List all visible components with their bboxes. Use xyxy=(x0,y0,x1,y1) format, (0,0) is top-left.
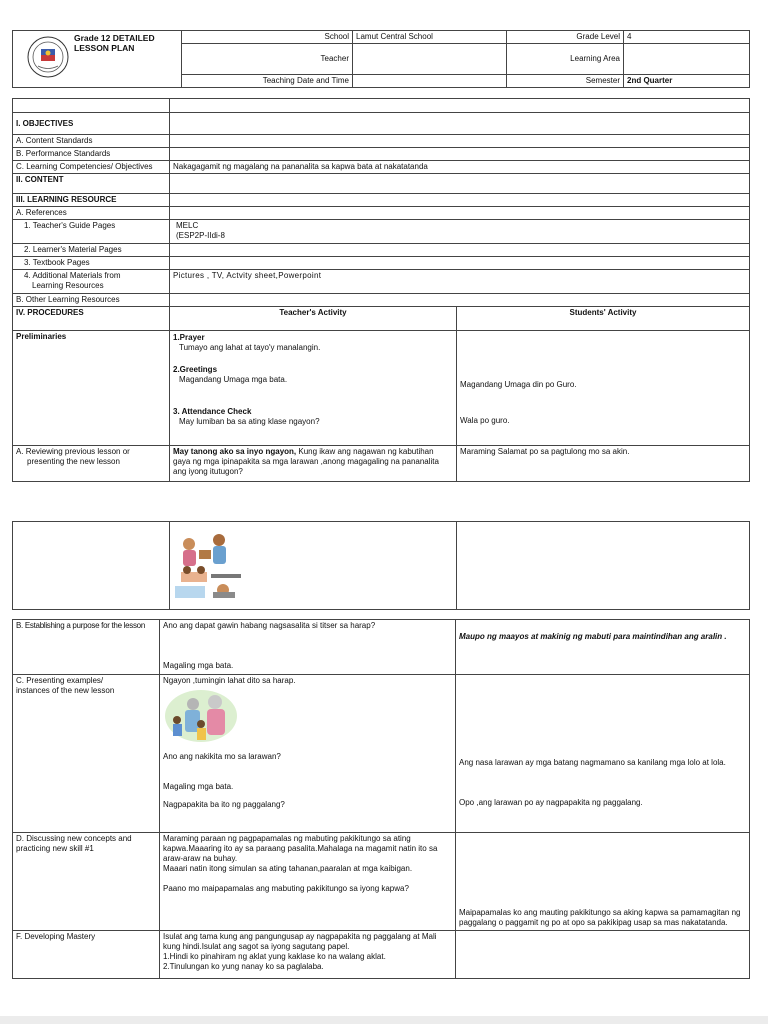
presenting-label: C. Presenting examples/ instances of the new lesson xyxy=(13,675,160,833)
teacher-activity-heading: Teacher's Activity xyxy=(170,307,457,331)
mastery-teacher-cell: Isulat ang tama kung ang pangungusap ay nagpapakita ng paggalang at Mali kung hindi.Isulat ang sagot sa iyong sagutang papel. 1.Hindi ko pinahiram ng aklat yung kaklase ko na walang aklat. 2.Tinulungan ko yung nanay ko sa paglalaba. xyxy=(160,931,456,979)
helping-illustration-cell xyxy=(170,522,457,610)
learning-area-label: Learning Area xyxy=(507,44,624,75)
deped-seal-icon xyxy=(26,35,70,79)
date-time-label: Teaching Date and Time xyxy=(182,75,353,88)
helping-illustration-icon xyxy=(173,530,245,600)
student-activity-heading: Students' Activity xyxy=(457,307,750,331)
content-heading: II. CONTENT xyxy=(13,174,170,194)
teacher-value xyxy=(353,44,507,75)
objectives-heading: I. OBJECTIVES xyxy=(13,113,170,135)
mastery-label: F. Developing Mastery xyxy=(13,931,160,979)
discussing-student-cell: Maipapamalas ko ang mauting pakikitungo sa aking kapwa sa pamamagitan ng paggalang o paggamit ng po at opo sa pakikipag usap sa mas nakatatanda. xyxy=(456,833,750,931)
grade-level-value: 4 xyxy=(624,31,750,44)
page-footer-bar xyxy=(0,1016,768,1024)
additional-materials-label: 4. Additional Materials from Learning Resources xyxy=(13,270,170,294)
header-title-cell xyxy=(13,31,182,88)
discussing-teacher-cell: Maraming paraan ng pagpapamalas ng mabuting pakikitungo sa ating kapwa.Maaaring ito ay sa paraang pasalita.Mahalaga na magamit natin ito sa araw-araw na buhay. Maaari natin itong simulan sa ating tahanan,paaralan at mga kaibigan. Paano mo maipapamalas ang mabuting pakikitungo sa iyong kapwa? xyxy=(160,833,456,931)
plan-table xyxy=(12,98,750,482)
presenting-teacher-cell: Ngayon ,tumingin lahat dito sa harap. Ano ang nakikita mo sa larawan? Magaling mga bata. Nagpapakita ba ito ng paggalang? xyxy=(160,675,456,833)
teachers-guide-value: MELC (ESP2P-IIdi-8 xyxy=(170,220,750,244)
references-label: A. References xyxy=(13,207,170,220)
establishing-student-cell: Maupo ng maayos at makinig ng mabuti para maintindihan ang aralin . xyxy=(456,620,750,675)
semester-label: Semester xyxy=(507,75,624,88)
school-value: Lamut Central School xyxy=(353,31,507,44)
additional-materials-value: Pictures , TV, Actvity sheet,Powerpoint xyxy=(170,270,750,294)
presenting-student-cell: Ang nasa larawan ay mga batang nagmamano sa kanilang mga lolo at lola. Opo ,ang larawan po ay nagpapakita ng paggalang. xyxy=(456,675,750,833)
procedures-heading: IV. PROCEDURES xyxy=(13,307,170,331)
family-illustration-icon xyxy=(165,690,239,748)
establishing-label: B. Establishing a purpose for the lesson xyxy=(13,620,160,675)
learning-resource-heading: III. LEARNING RESOURCE xyxy=(13,194,170,207)
grade-level-label: Grade Level xyxy=(507,31,624,44)
learning-area-value xyxy=(624,44,750,75)
learners-material-label: 2. Learner's Material Pages xyxy=(13,244,170,257)
establishing-teacher-cell: Ano ang dapat gawin habang nagsasalita si titser sa harap? Magaling mga bata. xyxy=(160,620,456,675)
textbook-label: 3. Textbook Pages xyxy=(13,257,170,270)
other-resources-label: B. Other Learning Resources xyxy=(13,294,170,307)
preliminaries-student-cell: Magandang Umaga din po Guro. Wala po guro. xyxy=(457,331,750,446)
reviewing-teacher-cell: May tanong ako sa inyo ngayon, Kung ikaw ang nagawan ng kabutihan gaya ng mga ipinapakita sa mga larawan ,anong magagaling na pananalita ang iyong itutugon? xyxy=(170,446,457,482)
content-standards-label: A. Content Standards xyxy=(13,135,170,148)
picture-table xyxy=(12,521,750,610)
performance-standards-label: B. Performance Standards xyxy=(13,148,170,161)
school-label: School xyxy=(182,31,353,44)
date-time-value xyxy=(353,75,507,88)
semester-value: 2nd Quarter xyxy=(624,75,750,88)
header-table xyxy=(12,30,750,88)
lesson-plan-title: Grade 12 DETAILED LESSON PLAN xyxy=(74,33,155,53)
teachers-guide-label: 1. Teacher's Guide Pages xyxy=(13,220,170,244)
mastery-student-cell xyxy=(456,931,750,979)
discussing-label: D. Discussing new concepts and practicing new skill #1 xyxy=(13,833,160,931)
teacher-label: Teacher xyxy=(182,44,353,75)
preliminaries-label: Preliminaries xyxy=(13,331,170,446)
procedures-table xyxy=(12,619,750,979)
learning-competencies-label: C. Learning Competencies/ Objectives xyxy=(13,161,170,174)
learning-competencies-value: Nakagagamit ng magalang na pananalita sa kapwa bata at nakatatanda xyxy=(170,161,750,174)
reviewing-student-cell: Maraming Salamat po sa pagtulong mo sa akin. xyxy=(457,446,750,482)
preliminaries-teacher-cell: 1.Prayer Tumayo ang lahat at tayo'y manalangin. 2.Greetings Magandang Umaga mga bata. 3. Attendance Check May lumiban ba sa ating klase ngayon? xyxy=(170,331,457,446)
reviewing-label: A. Reviewing previous lesson or presenting the new lesson xyxy=(13,446,170,482)
